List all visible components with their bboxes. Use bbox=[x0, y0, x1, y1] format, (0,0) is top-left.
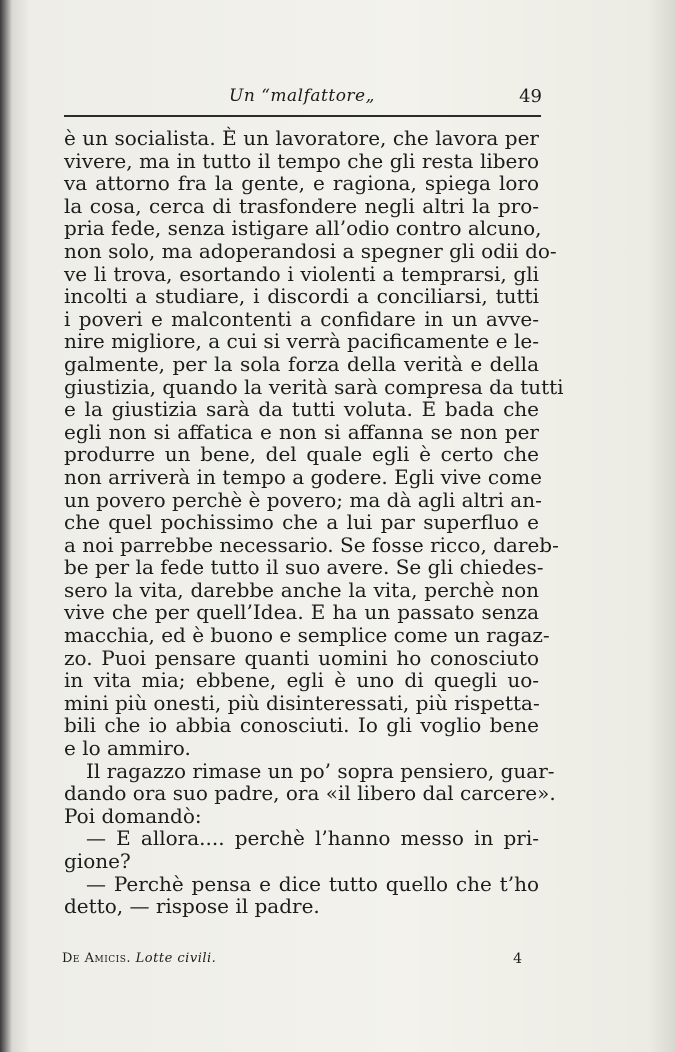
page-header bbox=[62, 80, 542, 114]
text-line: non solo, ma adoperandosi a spegner gli odii do- bbox=[64, 238, 557, 263]
text-line: be per la fede tutto il suo avere. Se gli chiedes- bbox=[64, 555, 544, 580]
text-line: mini più onesti, più disinteressati, più rispetta- bbox=[64, 690, 540, 715]
text-line: in vita mia; ebbene, egli è uno di quegli uo- bbox=[64, 668, 539, 693]
text-line: dando ora suo padre, ora «il libero dal carcere». bbox=[64, 781, 556, 806]
text-line: va attorno fra la gente, e ragiona, spiega loro bbox=[64, 171, 539, 196]
text-line: non arriverà in tempo a godere. Egli vive come bbox=[64, 464, 542, 489]
text-line: galmente, per la sola forza della verità e della bbox=[64, 351, 539, 376]
header-rule bbox=[64, 115, 541, 117]
body-text bbox=[64, 126, 564, 919]
text-line: la cosa, cerca di trasfondere negli altri la pro- bbox=[64, 193, 539, 218]
text-line: macchia, ed è buono e semplice come un ragaz- bbox=[64, 623, 550, 648]
text-line: e lo ammiro. bbox=[64, 736, 191, 761]
printer-signature bbox=[62, 951, 216, 966]
text-line: un povero perchè è povero; ma dà agli altri an- bbox=[64, 487, 542, 512]
text-line: ve li trova, esortando i violenti a temprarsi, gli bbox=[64, 261, 539, 286]
text-line: gione? bbox=[64, 849, 131, 873]
text-line: Il ragazzo rimase un po’ sopra pensiero, guar- bbox=[86, 758, 555, 783]
text-line: egli non si affatica e non si affanna se non per bbox=[64, 419, 539, 444]
text-line: nire migliore, a cui si verrà pacificamente e le- bbox=[64, 329, 539, 354]
text-line: i poveri e malcontenti a confidare in un avve- bbox=[64, 306, 539, 331]
text-line: detto, — rispose il padre. bbox=[64, 894, 320, 919]
text-line: pria fede, senza istigare all’odio contro alcuno, bbox=[64, 216, 542, 241]
text-line: è un socialista. È un lavoratore, che lavora per bbox=[64, 126, 539, 150]
text-line: bili che io abbia conosciuti. Io gli voglio bene bbox=[64, 713, 539, 738]
text-line: a noi parrebbe necessario. Se fosse ricco, dareb- bbox=[64, 532, 559, 557]
text-line: produrre un bene, del quale egli è certo che bbox=[64, 442, 539, 467]
text-line: — E allora.... perchè l’hanno messo in pri- bbox=[86, 826, 539, 851]
signature-title: Lotte civili. bbox=[135, 951, 217, 966]
text-line: sero la vita, darebbe anche la vita, perchè non bbox=[64, 577, 539, 602]
page-number: 49 bbox=[519, 86, 542, 107]
text-line: — Perchè pensa e dice tutto quello che t’ho bbox=[86, 871, 539, 896]
signature-author: De Amicis. bbox=[62, 951, 132, 966]
text-line: vivere, ma in tutto il tempo che gli resta libero bbox=[64, 148, 539, 173]
text-line: incolti a studiare, i discordi a conciliarsi, tutti bbox=[64, 284, 539, 309]
signature-number: 4 bbox=[513, 951, 522, 967]
text-line: che quel pochissimo che a lui par superfluo e bbox=[64, 510, 539, 535]
text-line: e la giustizia sarà da tutti voluta. E bada che bbox=[64, 397, 539, 422]
text-line: Poi domandò: bbox=[64, 803, 202, 828]
text-line: giustizia, quando la verità sarà compresa da tutti bbox=[64, 374, 564, 399]
text-line: zo. Puoi pensare quanti uomini ho conosciuto bbox=[64, 645, 539, 670]
page-footer bbox=[62, 951, 522, 975]
text-line: vive che per quell’Idea. E ha un passato senza bbox=[64, 600, 539, 625]
running-head: Un “malfattore„ bbox=[229, 86, 375, 106]
